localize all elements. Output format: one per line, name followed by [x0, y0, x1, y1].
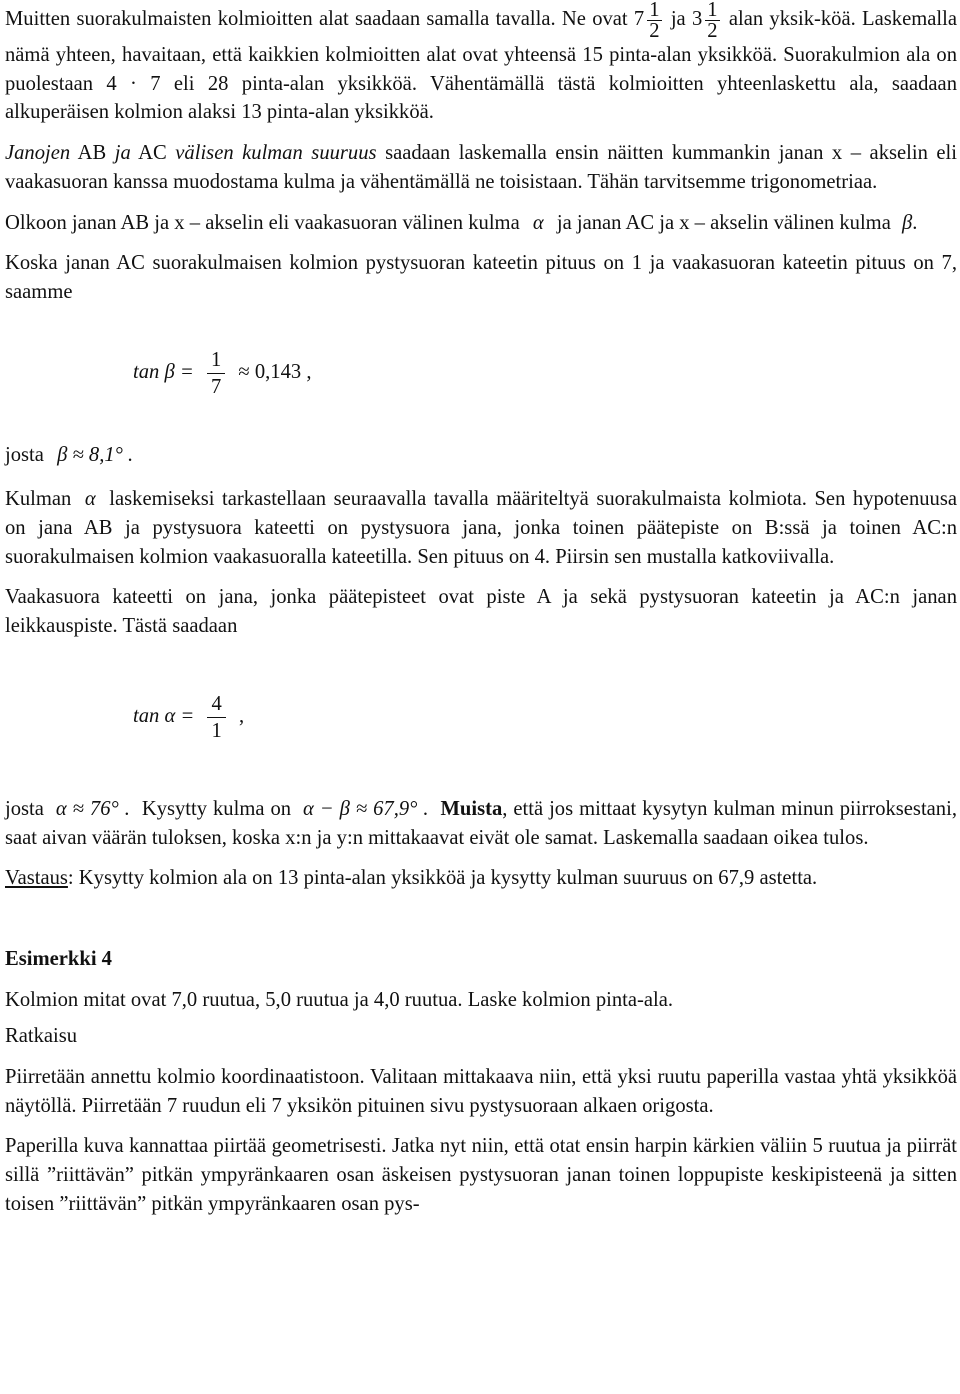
text: alan yksik-köä. Laskemalla nämä yhteen, havaitaan, että kaikkien kolmioitten alat ovat yhteensä 15 pinta-alan yksikköä. Suorakulmion ala on puolestaan 4 · 7 eli 28 pinta-alan yksikköä. Vähentämällä tästä kolmioitten yhteenlaskettu ala, saadaan alkuperäisen kolmion alaksi 13 pinta-alan yksikköä. — [5, 8, 957, 124]
paragraph-define-angles: Olkoon janan AB ja x – akselin eli vaakasuoran välinen kulma α ja janan AC ja x – akselin välinen kulma β. — [5, 211, 918, 234]
beta-symbol: β — [902, 211, 913, 234]
formula-tan-beta: tan β = $\frac{1}{7}$ ≈ 0,143 , — [133, 348, 312, 398]
solution-label: Ratkaisu — [5, 1025, 78, 1048]
paragraph-answer: Vastaus: Kysytty kolmion ala on 13 pinta-alan yksikköä ja kysytty kulman suuruus on 67,9 astetta. — [5, 867, 818, 890]
fraction-one-half: $\frac{1}{2}$ — [707, 0, 718, 42]
paragraph-triangle-areas — [5, 0, 957, 127]
formula-tan-alpha: tan α = $\frac{4}{1}$ , — [133, 692, 245, 742]
example-heading: Esimerkki 4 — [5, 947, 112, 970]
paragraph-angle-method: Janojen AB ja AC välisen kulman suuruus saadaan laskemalla ensin näitten kummankin janan x – akselin eli vaakasuoran kanssa muodostama kulma ja vähentämällä ne toisistaan. Tähän tarvitsemme trigonometriaa. — [5, 142, 957, 193]
alpha-symbol: α — [532, 211, 544, 234]
document-page — [5, 0, 957, 1219]
fraction-one-half: $\frac{1}{2}$ — [649, 0, 660, 42]
solution-step-1: Piirretään annettu kolmio koordinaatistoon. Valitaan mittakaava niin, että yksi ruutu paperilla vastaa yhtä yksikköä näytöllä. Piirretään 7 ruudun eli 7 yksikön pituinen sivu pystysuoraan alkaen origosta. — [5, 1066, 957, 1117]
example-task: Kolmion mitat ovat 7,0 ruutua, 5,0 ruutua ja 4,0 ruutua. Laske kolmion pinta-ala. — [5, 988, 674, 1011]
text: Muitten suorakulmaisten kolmioitten alat saadaan samalla tavalla. Ne ovat 7 — [5, 8, 645, 31]
solution-step-2: Paperilla kuva kannattaa piirtää geometrisesti. Jatka nyt niin, että otat ensin harpin kärkien väliin 5 ruutua ja piirrät sillä ”riittävän” pitkän ympyränkaaren osan äskeisen pystysuoran janan toinen loppupiste keskipisteenä ja sitten toisen ”riittävän” pitkän ympyränkaaren osan pys- — [5, 1135, 957, 1215]
paragraph-horizontal-leg: Vaakasuora kateetti on jana, jonka päätepisteet ovat piste A ja sekä pystysuoran kateetin ja AC:n janan leikkauspiste. Tästä saadaan — [5, 586, 957, 638]
answer-label: Vastaus — [5, 867, 68, 890]
alpha-symbol: α — [84, 488, 96, 511]
paragraph-beta-result: josta β ≈ 8,1° . — [5, 443, 134, 466]
text: ja 3 — [670, 8, 703, 31]
paragraph-legs: Koska janan AC suorakulmaisen kolmion pystysuoran kateetin pituus on 1 ja vaakasuoran kateetin pituus on 7, saamme — [5, 252, 957, 303]
paragraph-alpha-result: josta α ≈ 76° . Kysytty kulma on α − β ≈ 67,9° . Muista, että jos mittaat kysytyn kulman minun piirroksestani, saat aivan väärän tuloksen, koska x:n ja y:n mittakaavat eivät ole samat. Laskemalla saadaan oikea tulos. — [5, 797, 957, 849]
paragraph-alpha-method: Kulman α laskemiseksi tarkastellaan seuraavalla tavalla määriteltyä suorakulmaista kolmiota. Sen hypotenuusa on jana AB ja pystysuora kateetti on pystysuora jana, jonka toinen päätepiste on B:ssä ja toinen AC:n suorakulmaisen kolmion vaakasuoralla kateetilla. Sen pituus on 4. Piirsin sen mustalla katkoviivalla. — [5, 488, 957, 568]
